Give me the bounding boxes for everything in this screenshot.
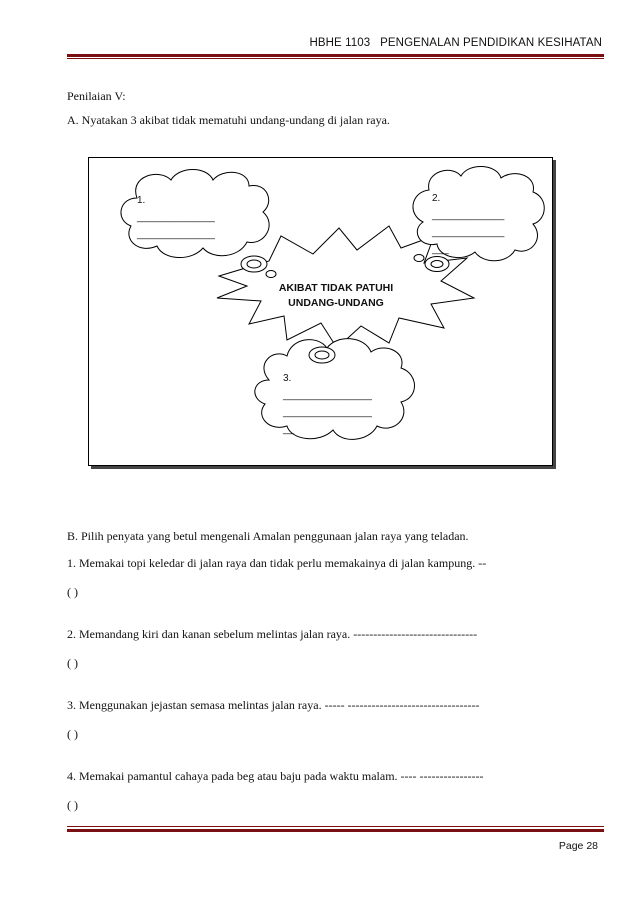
cloud-1-text: 1. ______________ ______________: [137, 195, 215, 240]
assessment-title: Penilaian V:: [67, 89, 126, 103]
section-a-question: A. Nyatakan 3 akibat tidak mematuhi undang-undang di jalan raya.: [67, 113, 390, 127]
page-number: Page 28: [558, 840, 598, 852]
cloud-2-text: 2. _____________ _____________ ___: [432, 193, 505, 255]
header-rule-thin: [67, 58, 604, 59]
cloud-3-bubble-inner: [315, 351, 329, 359]
center-label: [271, 281, 401, 311]
running-header: HBHE 1103 PENGENALAN PENDIDIKAN KESIHATAN: [309, 37, 602, 49]
consequence-diagram: [88, 157, 553, 466]
item-2-answer-blank[interactable]: ( ): [67, 656, 78, 670]
item-1-text: 1. Memakai topi keledar di jalan raya dan tidak perlu memakainya di jalan kampung. --: [67, 556, 487, 570]
footer-rule-thin: [67, 826, 604, 827]
item-4-text: 4. Memakai pamantul cahaya pada beg atau baju pada waktu malam. ---- ----------------: [67, 769, 484, 783]
cloud-3-text: 3. ________________ ________________ __: [283, 373, 372, 435]
item-4-answer-blank[interactable]: ( ): [67, 798, 78, 812]
footer-rule: [67, 829, 604, 832]
cloud-1-bubble-small: [266, 271, 276, 278]
header-rule: [67, 54, 604, 57]
center-label-line-1: AKIBAT TIDAK PATUHI: [278, 282, 394, 294]
item-3-answer-blank[interactable]: ( ): [67, 727, 78, 741]
item-1-answer-blank[interactable]: ( ): [67, 585, 78, 599]
item-3-text: 3. Menggunakan jejastan semasa melintas jalan raya. ----- ---------------------------------: [67, 698, 480, 712]
cloud-2-bubble-inner: [431, 261, 443, 268]
item-2-text: 2. Memandang kiri dan kanan sebelum melintas jalan raya. -------------------------------: [67, 627, 478, 641]
section-b-question: B. Pilih penyata yang betul mengenali Amalan penggunaan jalan raya yang teladan.: [67, 529, 469, 543]
center-label-line-2: UNDANG-UNDANG: [288, 297, 384, 309]
cloud-1-bubble-inner: [247, 260, 261, 268]
cloud-2-bubble-small: [414, 255, 424, 262]
